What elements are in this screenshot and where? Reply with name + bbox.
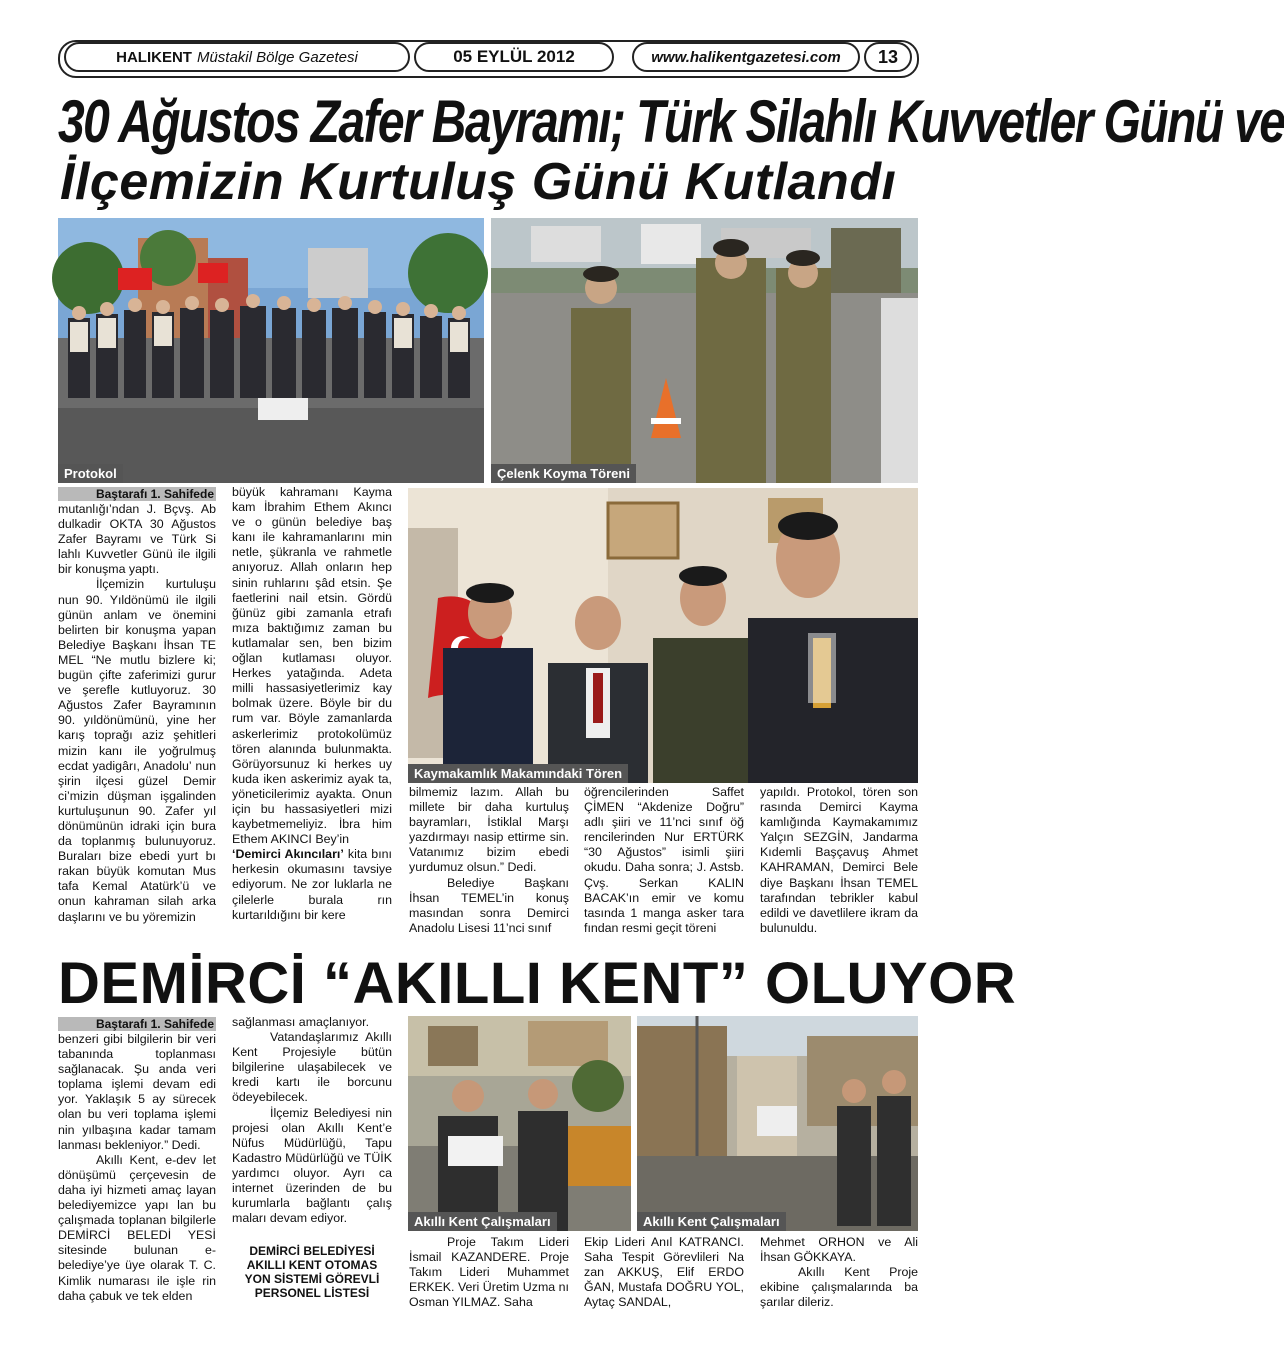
- article2-headline: DEMİRCİ “AKILLI KENT” OLUYOR: [58, 951, 1017, 1016]
- article2-col2-p1: sağlanması amaçlanıyor.: [232, 1015, 370, 1029]
- headline-line-2: İlçemizin Kurtuluş Günü Kutlandı: [60, 153, 897, 211]
- article2-col4: [584, 1235, 744, 1310]
- article1-col3-p1: bilmemiz lazım. Allah bu millete bir daha kurtuluş bayramları, İstiklal Marşı yazdırmayı nasip ettirme sin. Vatanımız bizim ebedi yurdumuz olsun.” Dedi.: [409, 785, 569, 875]
- caption-akilli-kent-2: Akıllı Kent Çalışmaları: [637, 1212, 786, 1231]
- article1-col4-p1: öğrencilerinden Saffet ÇİMEN “Akdenize Doğru” adlı şiiri ve 11’nci sınıf öğ rencilerinden Nur ERTÜRK “30 Ağustos” isimli şiiri okudu. Daha sonra; J. Astsb. Çvş. Serkan KALIN BACAK’ın emir ve komu tasında 1 manga asker tara fından resmi geçit töreni: [584, 785, 744, 935]
- article2-col1-p1: benzeri gibi bilgilerin bir veri tabanında toplanması sağlanacak. Şu anda veri toplama işlemi devam edi yor. Yaklaşık 5 ay sürecek olan bu veri toplama işlemi nin yılbaşına kadar tamam lanması bekleniyor.” Dedi.: [58, 1032, 216, 1152]
- article2-col1: [58, 1017, 216, 1304]
- photo-celenk: [491, 218, 918, 483]
- article2-col1-p2: Akıllı Kent, e-dev let dönüşümü çerçevesin de daha iyi hizmeti amaç layan belediyemizce yapı lan bu çalışmada toplanan bilgilerle DEMİRCİ BELEDİ YESİ sitesinde bulunan e-belediye’ye üye olarak T. C. Kimlik numarası ile işle rin daha çabuk ve tek elden: [58, 1152, 216, 1303]
- brand-name: HALIKENT: [116, 48, 192, 66]
- personnel-list-title-1: DEMİRCİ BELEDİYESİ: [249, 1244, 375, 1259]
- photo-akilli-kent-1: [408, 1016, 631, 1231]
- caption-akilli-kent-1: Akıllı Kent Çalışmaları: [408, 1212, 557, 1231]
- article1-col1: [58, 487, 216, 925]
- caption-celenk: Çelenk Koyma Töreni: [491, 464, 636, 483]
- article1-col1-p1: mutanlığı’ndan J. Bçvş. Ab dulkadir OKTA 30 Ağustos Zafer Bayramı ve Türk Si lahlı Kuvvetler Günü ile ilgili bir konuşma yaptı.: [58, 502, 216, 577]
- caption-protokol: Protokol: [58, 464, 123, 483]
- article1-kicker: Baştarafı 1. Sahifede: [58, 487, 216, 501]
- personnel-list-title-4: PERSONEL LİSTESİ: [254, 1286, 370, 1301]
- article1-col1-p2: İlçemizin kurtuluşu nun 90. Yıldönümü ile ilgili günün anlam ve önemini belirten bir konuşma yapan Belediye Başkanı İhsan TE MEL “Ne mutlu bizlere ki; bugün çifte zaferimizi gurur ve şerefle kutluyoruz. 30 Ağustos Zafer Bayramının 90. yıldönümünü, yine her karış toprağı aziz şehitleri mizin kanı ile yoğrulmuş ecdat yadigârı, Anadolu’ nun şirin ilçesi güzel Demir ci’mizin düşman işgalinden kurtuluşunun 90. Zafer yıl dönümünün idraki için bura da toplanmış bulunuyoruz. Buraları bize ebedi yurt bı rakan büyük komutan Mus tafa Kemal Atatürk’ü ve onun kahraman silah arka daşlarını ve bu yöremizin: [58, 577, 216, 924]
- personnel-list-title-2: AKILLI KENT OTOMAS: [246, 1258, 378, 1273]
- article1-col2-bold: ‘Demirci Akıncıları’: [232, 847, 344, 862]
- article1-col4: [584, 785, 744, 936]
- article2-col3-p1: Proje Takım Lideri İsmail KAZANDERE. Proje Takım Lideri Muhammet ERKEK. Veri Üretim Uzma nı Osman YILMAZ. Saha: [409, 1235, 569, 1310]
- issue-date: 05 EYLÜL 2012: [414, 42, 614, 72]
- article1-col3: [409, 785, 569, 936]
- photo-akilli-kent-2: [637, 1016, 918, 1231]
- article2-col5-p1: Mehmet ORHON ve Ali İhsan GÖKKAYA.: [760, 1235, 918, 1265]
- article2-col5-p2: Akıllı Kent Proje ekibine çalışmalarında ba şarılar dileriz.: [760, 1265, 918, 1310]
- personnel-list-title-3: YON SİSTEMİ GÖREVLİ: [244, 1272, 380, 1287]
- article2-kicker: Baştarafı 1. Sahifede: [58, 1017, 216, 1031]
- article2-col2: [232, 1015, 392, 1300]
- article1-col3-p2: Belediye Başkanı İhsan TEMEL’in konuş masından sonra Demirci Anadolu Lisesi 11’nci sınıf: [409, 875, 569, 935]
- page-number: 13: [864, 42, 912, 72]
- article1-col2-p1: büyük kahramanı Kayma kam İbrahim Ethem Akıncı ve o günün belediye baş kanı ile kahramanlarını min netle, şükranla ve rahmetle anıyoruz. Allah onların hep sinin ruhlarını şâd etsin. Şe faetlerini nail etsin. Gördü ğünüz gibi zamanla etrafı mıza baktığımız zaman bu kutlamalar sen, ben bizim oğlan kutlaması oluyor. Herkes yatağında. Adeta milli hassasiyetlerimiz kay bolmak üzere. Böyle bir du rum var. Böyle zamanlarda askerlerimiz protokolümüz tören alanında bulunmakta. Görüyorsunuz ki herkes uy kuda iken askerimiz ayak ta, yöneticilerimiz ayakta. Onun için bu hassasiyetleri mizi kaybetmemeliyiz. İbra him Ethem AKINCI Bey’in: [232, 485, 392, 847]
- brand-subtitle: Müstakil Bölge Gazetesi: [196, 48, 358, 66]
- article1-col5: [760, 785, 918, 936]
- article1-col2: [232, 485, 392, 923]
- article2-col5: [760, 1235, 918, 1310]
- newspaper-name: [64, 42, 410, 72]
- article1-col5-p1: yapıldı. Protokol, tören son rasında Demirci Kayma kamlığında Kaymakamımız Yalçın SEZGİN, Jandarma Kıdemli Başçavuş Ahmet KAHRAMAN, Demirci Bele diye Başkanı İhsan TEMEL tarafından tebrikler kabul edildi ve davetlilere ikram da bulunuldu.: [760, 785, 918, 935]
- article1-col2-p2: kita bını herkesin okumasını tavsiye ediyorum. Ne zor luklarla ne çilelerle burala rın kurtarıldığını bir kere: [232, 847, 392, 922]
- headline-line-1: 30 Ağustos Zafer Bayramı; Türk Silahlı Kuvvetler Günü ve: [58, 89, 1284, 156]
- website-link[interactable]: www.halikentgazetesi.com: [632, 42, 860, 72]
- photo-protokol: [58, 218, 484, 483]
- article2-col2-p2: Vatandaşlarımız Akıllı Kent Projesiyle bütün bilgilerine ulaşabilecek ve kredi kartı ile borcunu ödeyebilecek.: [232, 1030, 392, 1105]
- article2-col3: [409, 1235, 569, 1310]
- article2-col4-p1: Ekip Lideri Anıl KATRANCI. Saha Tespit Görevlileri Na zan AKKUŞ, Elif ERDO ĞAN, Mustafa DOĞRU YOL, Aytaç SANDAL,: [584, 1235, 744, 1310]
- article2-col2-p3: İlçemiz Belediyesi nin projesi olan Akıllı Kent’e Nüfus Müdürlüğü, Tapu Kadastro Müdürlüğü ve TÜİK yardımcı oluyor. Ayrı ca internet üzerinden de bu kurumlarla bağlantı çalış maları devam ediyor.: [232, 1105, 392, 1226]
- caption-kaymakamlik: Kaymakamlık Makamındaki Tören: [408, 764, 628, 783]
- personnel-list-title: [232, 1244, 392, 1300]
- photo-kaymakamlik: [408, 488, 918, 783]
